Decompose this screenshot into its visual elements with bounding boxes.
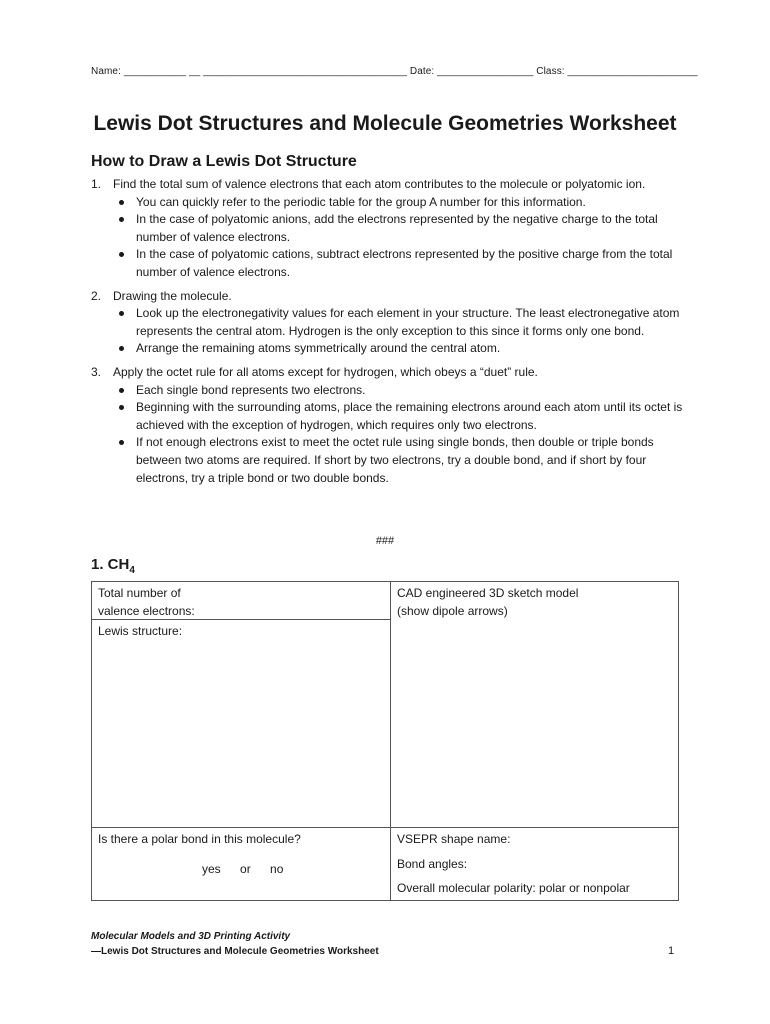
bullet-item: You can quickly refer to the periodic table for the group A number for this information. bbox=[113, 194, 686, 212]
lewis-structure-cell[interactable] bbox=[92, 620, 391, 827]
no-option[interactable]: no bbox=[270, 862, 284, 876]
bullet-item: In the case of polyatomic anions, add the electrons represented by the negative charge to the total number of valence electrons. bbox=[113, 211, 686, 246]
bullet-item: If not enough electrons exist to meet the octet rule using single bonds, then double or triple bonds between two atoms are required. If short by two electrons, try a double bond, and if short by four electrons, try a triple bond or two double bonds. bbox=[113, 434, 686, 487]
yes-or-no-choice bbox=[202, 861, 299, 879]
step-text: Find the total sum of valence electrons that each atom contributes to the molecule or polyatomic ion. bbox=[113, 177, 646, 191]
vsepr-cell[interactable] bbox=[391, 827, 678, 900]
step-bullets bbox=[113, 194, 686, 282]
step-text: Drawing the molecule. bbox=[113, 288, 232, 303]
separator: ### bbox=[375, 535, 395, 547]
valence-electrons-cell[interactable] bbox=[92, 582, 391, 620]
step-3 bbox=[91, 364, 686, 487]
name-date-class-line: Name: ___________ __ ____________________________________ Date: _________________ Class: _______________________ bbox=[91, 66, 698, 77]
problem-heading bbox=[91, 556, 135, 576]
answer-grid bbox=[91, 581, 679, 901]
formula-prefix: 1. CH bbox=[91, 556, 130, 573]
step-2 bbox=[91, 288, 686, 358]
bullet-item: Beginning with the surrounding atoms, place the remaining electrons around each atom until its octet is achieved with the exception of hydrogen, which requires only two electrons. bbox=[113, 399, 686, 434]
page-number: 1 bbox=[668, 945, 675, 957]
or-text: or bbox=[240, 862, 251, 876]
bullet-item: In the case of polyatomic cations, subtract electrons represented by the positive charge from the total number of valence electrons. bbox=[113, 246, 686, 281]
valence-label: Total number of valence electrons: bbox=[98, 586, 195, 618]
footer bbox=[91, 929, 379, 959]
bullet-item: Arrange the remaining atoms symmetrically around the central atom. bbox=[113, 340, 686, 358]
worksheet-title: Lewis Dot Structures and Molecule Geometries Worksheet bbox=[93, 112, 677, 135]
vsepr-label: VSEPR shape name: bbox=[397, 832, 511, 846]
polarity-label: Overall molecular polarity: polar or nonpolar bbox=[397, 881, 630, 896]
polar-bond-cell bbox=[92, 827, 391, 900]
bullet-item: Each single bond represents two electrons. bbox=[113, 382, 686, 400]
footer-line-2: —Lewis Dot Structures and Molecule Geometries Worksheet bbox=[91, 946, 379, 957]
step-number: 1. bbox=[91, 177, 102, 191]
step-bullets bbox=[113, 382, 686, 488]
yes-option[interactable]: yes bbox=[202, 862, 221, 876]
section-heading: How to Draw a Lewis Dot Structure bbox=[91, 153, 357, 170]
step-1 bbox=[91, 176, 686, 282]
step-number: 2. bbox=[91, 288, 102, 303]
bond-angles-label: Bond angles: bbox=[397, 856, 468, 871]
lewis-label: Lewis structure: bbox=[98, 624, 183, 638]
step-bullets bbox=[113, 305, 686, 358]
cad-label: CAD engineered 3D sketch model (show dipole arrows) bbox=[397, 586, 579, 618]
footer-line-1: Molecular Models and 3D Printing Activity bbox=[91, 931, 291, 942]
step-number: 3. bbox=[91, 364, 102, 379]
formula-subscript: 4 bbox=[129, 565, 135, 576]
bullet-item: Look up the electronegativity values for each element in your structure. The least electronegative atom represents the central atom. Hydrogen is the only exception to this since it forms only one bond. bbox=[113, 305, 686, 340]
step-text: Apply the octet rule for all atoms except for hydrogen, which obeys a “duet” rule. bbox=[113, 364, 538, 379]
cad-model-cell[interactable] bbox=[391, 582, 678, 827]
polar-question: Is there a polar bond in this molecule? bbox=[98, 832, 301, 846]
instruction-steps bbox=[91, 176, 686, 493]
